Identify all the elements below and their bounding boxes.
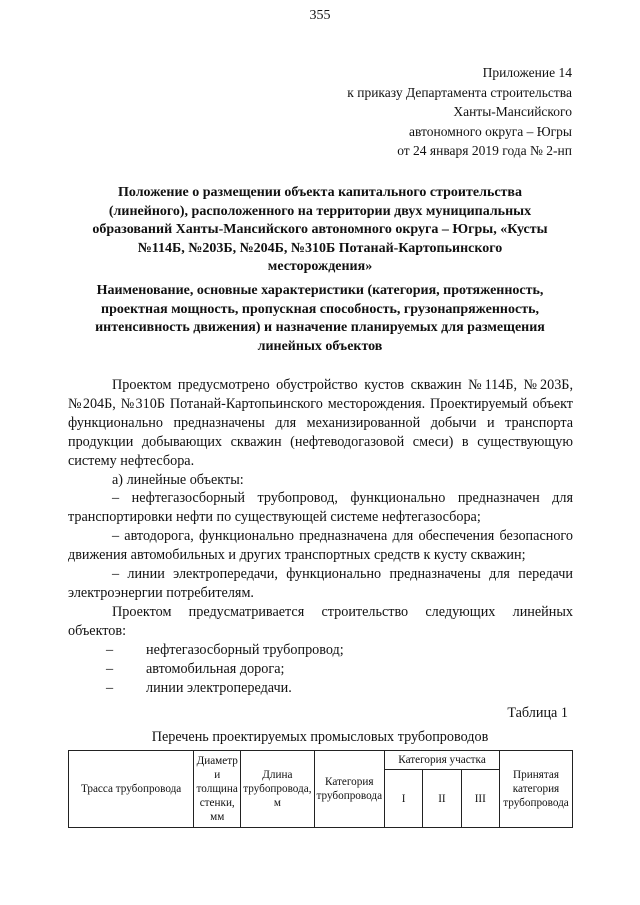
heading-line: интенсивность движения) и назначение планируемых для размещения <box>95 320 545 335</box>
paragraph: – нефтегазосборный трубопровод, функционально предназначен для транспортировки нефти по существующей системе нефтегазосбора; <box>68 490 573 526</box>
header-diameter: Диаметр и толщина стенки, мм <box>194 751 241 828</box>
header-section-category: Категория участка <box>385 751 500 770</box>
section-heading <box>68 282 572 356</box>
heading-line: проектная мощность, пропускная способность, грузонапряженность, <box>101 301 539 317</box>
object-list <box>68 641 573 698</box>
header-accepted-category: Принятая категория трубопровода <box>500 751 573 828</box>
list-dash: – <box>106 660 114 677</box>
table-caption: Перечень проектируемых промысловых трубопроводов <box>151 729 489 745</box>
table-header-row <box>69 751 573 770</box>
paragraph: а) линейные объекты: <box>112 471 244 488</box>
list-dash: – <box>106 679 114 696</box>
appendix-block <box>347 63 572 161</box>
appendix-line: автономного округа – Югры <box>409 123 572 139</box>
header-cat-3: III <box>461 770 499 828</box>
paragraph: – линии электропередачи, функционально предназначены для передачи электроэнергии потребителям. <box>68 566 573 601</box>
header-length: Длина трубопровода, м <box>241 751 314 828</box>
title-line: месторождения» <box>267 259 373 274</box>
list-item-text: линии электропередачи. <box>146 679 292 696</box>
appendix-line: Ханты-Мансийского <box>453 104 572 120</box>
page-number: 355 <box>309 8 331 23</box>
title-line: образований Ханты-Мансийского автономного округа – Югры, «Кусты <box>92 222 548 237</box>
header-pipe-category: Категория трубопровода <box>314 751 385 828</box>
heading-line: Наименование, основные характеристики (категория, протяженность, <box>96 283 544 298</box>
title-line: Положение о размещении объекта капитального строительства <box>118 185 522 200</box>
appendix-line: от 24 января 2019 года № 2-нп <box>397 143 572 159</box>
list-item <box>68 679 573 698</box>
appendix-line: Приложение 14 <box>482 65 572 80</box>
pipelines-table <box>68 750 573 828</box>
body-text <box>68 376 573 697</box>
paragraph: Проектом предусмотрено обустройство кустов скважин №114Б, №203Б, №204Б, №310Б Потанай-Картопьинского месторождения. Проектируемый объект функционально предназначены для механизированной добычи и транспорта продукции добывающих скважин (нефтеводогазовой смеси) в существующую систему нефтесбора. <box>68 377 573 469</box>
table-label: Таблица 1 <box>507 705 568 721</box>
header-route: Трасса трубопровода <box>69 751 194 828</box>
header-cat-2: II <box>423 770 461 828</box>
list-item-text: нефтегазосборный трубопровод; <box>146 641 344 658</box>
paragraph: – автодорога, функционально предназначена для обеспечения безопасного движения автомобильных и других транспортных средств к кусту скважин; <box>68 528 573 564</box>
list-item <box>68 660 573 679</box>
header-cat-1: I <box>385 770 423 828</box>
list-dash: – <box>106 641 114 658</box>
title-line: (линейного), расположенного на территории двух муниципальных <box>108 203 532 219</box>
appendix-line: к приказу Департамента строительства <box>347 84 572 100</box>
paragraph: Проектом предусматривается строительство следующих линейных объектов: <box>68 603 573 639</box>
heading-line: линейных объектов <box>257 338 383 354</box>
list-item <box>68 641 573 660</box>
document-title <box>68 184 572 277</box>
title-line: №114Б, №203Б, №204Б, №310Б Потанай-Картопьинского <box>137 240 503 256</box>
list-item-text: автомобильная дорога; <box>146 660 285 677</box>
